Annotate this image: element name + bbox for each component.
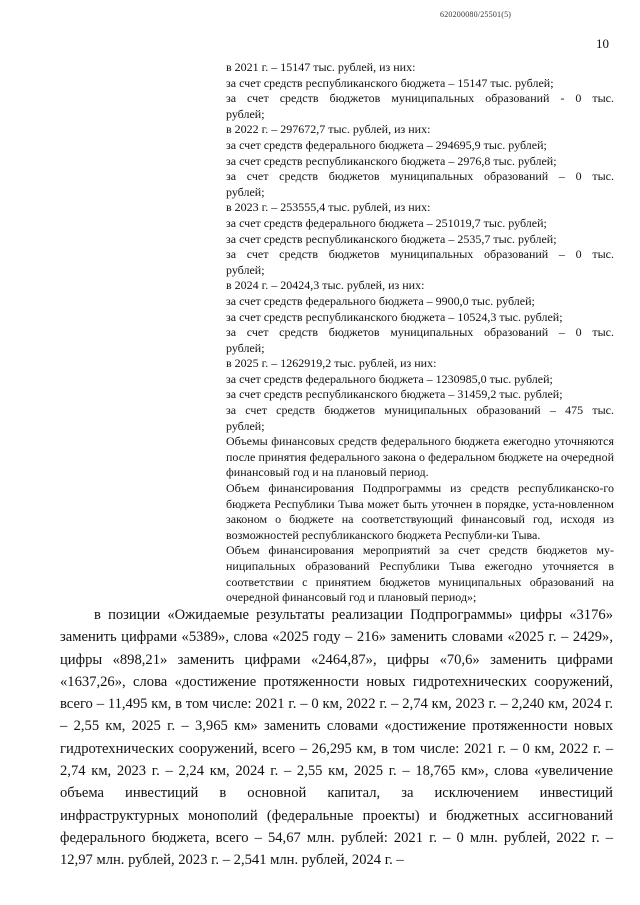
financing-line: в 2024 г. – 20424,3 тыс. рублей, из них: — [226, 278, 425, 293]
note-federal-budget: Объемы финансовых средств федерального бюджета ежегодно уточняются после принятия федерального закона о федеральном бюджете на очередной финансовый год и на плановый период. — [226, 434, 614, 480]
financing-line: рублей; — [226, 184, 265, 199]
financing-line: в 2023 г. – 253555,4 тыс. рублей, из них: — [226, 200, 431, 215]
financing-line: за счет средств республиканского бюджета – 31459,2 тыс. рублей; — [226, 387, 563, 402]
financing-line: за счет средств республиканского бюджета – 2976,8 тыс. рублей; — [226, 153, 557, 168]
financing-line: за счет средств федерального бюджета – 294695,9 тыс. рублей; — [226, 137, 547, 152]
note-republican-budget: Объем финансирования Подпрограммы из средств республиканско-го бюджета Республики Тыва может быть уточнен в порядке, уста-новленном законом о бюджете на соответствующий финансовый год, исходя из возможностей республиканского бюджета Республи-ки Тыва. — [226, 481, 614, 542]
financing-line: в 2025 г. – 1262919,2 тыс. рублей, из них: — [226, 356, 437, 371]
financing-line: за счет средств республиканского бюджета – 15147 тыс. рублей; — [226, 75, 554, 90]
document-code: 620200080/25501(5) — [440, 10, 512, 19]
financing-line: за счет средств республиканского бюджета – 2535,7 тыс. рублей; — [226, 231, 557, 246]
financing-line: рублей; — [226, 262, 265, 277]
financing-line: за счет средств бюджетов муниципальных образований – 0 тыс. — [226, 247, 614, 262]
financing-line: за счет средств бюджетов муниципальных образований – 0 тыс. — [226, 169, 614, 184]
financing-line: за счет средств федерального бюджета – 9900,0 тыс. рублей; — [226, 293, 535, 308]
financing-line: за счет средств бюджетов муниципальных образований – 475 тыс. — [226, 403, 614, 418]
financing-line: рублей; — [226, 340, 265, 355]
financing-line: за счет средств республиканского бюджета – 10524,3 тыс. рублей; — [226, 309, 563, 324]
financing-line: рублей; — [226, 106, 265, 121]
note-municipal-budget: Объем финансирования мероприятий за счет средств бюджетов му-ниципальных образований Республики Тыва ежегодно уточняется в соответствии с принятием бюджетов муниципальных образований на очередной финансовый год и плановый период»; — [226, 543, 614, 605]
financing-line: за счет средств бюджетов муниципальных образований - 0 тыс. — [226, 91, 614, 106]
financing-line: в 2022 г. – 297672,7 тыс. рублей, из них: — [226, 122, 431, 137]
financing-line: за счет средств бюджетов муниципальных образований – 0 тыс. — [226, 325, 614, 340]
page-number: 10 — [596, 36, 609, 51]
financing-line: за счет средств федерального бюджета – 251019,7 тыс. рублей; — [226, 215, 547, 230]
financing-block — [226, 60, 614, 606]
financing-line: рублей; — [226, 418, 265, 433]
main-paragraph: в позиции «Ожидаемые результаты реализации Подпрограммы» цифры «3176» заменить цифрами «5389», слова «2025 году – 216» заменить словами «2025 г. – 2429», цифры «898,21» заменить цифрами «2464,87», цифры «70,6» заменить цифрами «1637,26», слова «достижение протяженности новых гидротехнических сооружений, всего – 11,495 км, в том числе: 2021 г. – 0 км, 2022 г. – 2,74 км, 2023 г. – 2,240 км, 2024 г. – 2,55 км, 2025 г. – 3,965 км» заменить словами «достижение протяженности новых гидротехнических сооружений, всего – 26,295 км, в том числе: 2021 г. – 0 км, 2022 г. – 2,74 км, 2023 г. – 2,24 км, 2024 г. – 2,55 км, 2025 г. – 18,765 км», слова «увеличение объема инвестиций в основной капитал, за исключением инвестиций инфраструктурных монополий (федеральные проекты) и бюджетных ассигнований федерального бюджета, всего – 54,67 млн. рублей: 2021 г. – 0 млн. рублей, 2022 г. – 12,97 млн. рублей, 2023 г. – 2,541 млн. рублей, 2024 г. – — [60, 607, 613, 869]
financing-line: в 2021 г. – 15147 тыс. рублей, из них: — [226, 60, 416, 74]
financing-line: за счет средств федерального бюджета – 1230985,0 тыс. рублей; — [226, 371, 553, 386]
